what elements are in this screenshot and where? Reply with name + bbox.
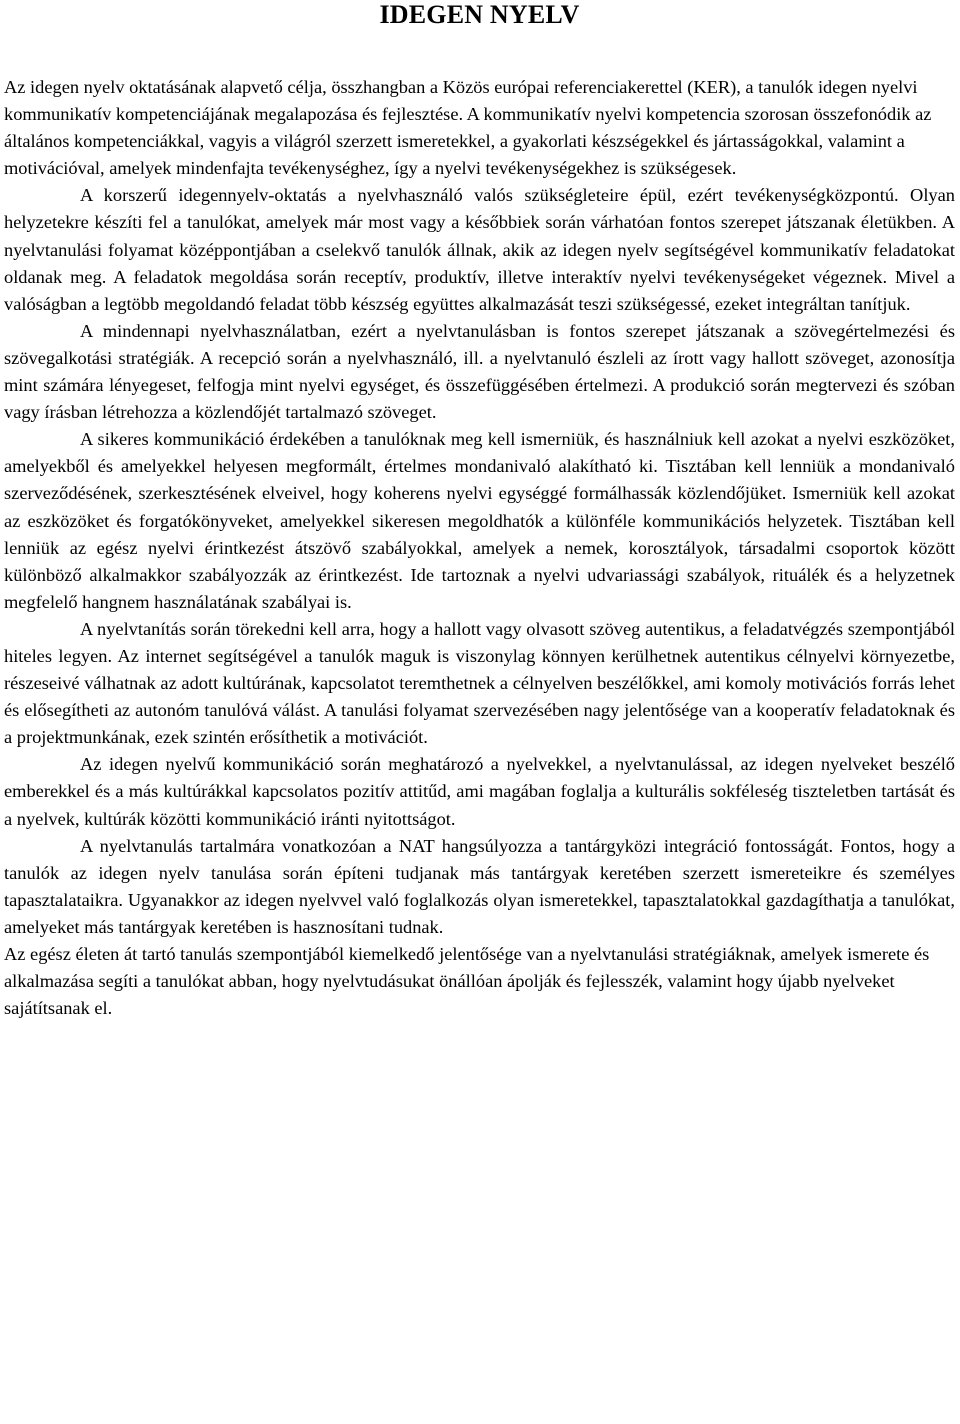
paragraph-4: A sikeres kommunikáció érdekében a tanulóknak meg kell ismerniük, és használniuk kell azokat a nyelvi eszközöket, amelyekből és amelyekkel helyesen megformált, értelmes mondanivaló alakítható ki. Tisztában kell lenniük a mondanivaló szerveződésének, szerkesztésének elveivel, hogy koherens nyelvi egységgé formálhassák közlendőjüket. Ismerniük kell azokat az eszközöket és forgatókönyveket, amelyekkel sikeresen megoldhatók a különféle kommunikációs helyzetek. Tisztában kell lenniük az egész nyelvi érintkezést átszövő szabályokkal, amelyek a nemek, korosztályok, társadalmi csoportok között különböző alkalmakkor szabályozzák az érintkezést. Ide tartoznak a nyelvi udvariassági szabályok, rituálék és a helyzetnek megfelelő hangnem használatának szabályai is. [4, 429, 955, 612]
title-spacer [4, 32, 955, 74]
paragraph-8: Az egész életen át tartó tanulás szempontjából kiemelkedő jelentősége van a nyelvtanulási stratégiáknak, amelyek ismerete és alkalmazása segíti a tanulókat abban, hogy nyelvtudásukat önállóan ápolják és fejlesszék, valamint hogy újabb nyelveket sajátítsanak el. [4, 944, 930, 1019]
paragraph-5: A nyelvtanítás során törekedni kell arra, hogy a hallott vagy olvasott szöveg autentikus, a feladatvégzés szempontjából hiteles legyen. Az internet segítségével a tanulók maguk is viszonylag könnyen kerülhetnek autentikus célnyelvi környezetbe, részeseivé válhatnak az adott kultúrának, kapcsolatot teremthetnek a célnyelven beszélőkkel, ami komoly motivációs forrás lehet és elősegítheti az autonóm tanulóvá válást. A tanulási folyamat szervezésében nagy jelentősége van a kooperatív feladatoknak és a projektmunkának, ezek szintén erősíthetik a motivációt. [4, 618, 955, 748]
paragraph-7: A nyelvtanulás tartalmára vonatkozóan a NAT hangsúlyozza a tantárgyközi integráció fontosságát. Fontos, hogy a tanulók az idegen nyelv tanulása során építeni tudjanak más tantárgyak keretében szerzett ismereteikre és személyes tapasztalataikra. Ugyanakkor az idegen nyelvvel való foglalkozás olyan ismeretekkel, tapasztalatokkal gazdagíthatja a tanulókat, amelyeket más tantárgyak keretében is hasznosítani tudnak. [4, 835, 955, 937]
document-page [4, 0, 955, 1022]
page-title: IDEGEN NYELV [379, 0, 580, 29]
paragraph-1: Az idegen nyelv oktatásának alapvető célja, összhangban a Közös európai referenciakerettel (KER), a tanulók idegen nyelvi kommunikatív kompetenciájának megalapozása és fejlesztése. A kommunikatív nyelvi kompetencia szorosan összefonódik az általános kompetenciákkal, vagyis a világról szerzett ismeretekkel, a gyakorlati készségekkel és jártasságokkal, valamint a motivációval, amelyek mindenfajta tevékenységhez, így a nyelvi tevékenységekhez is szükségesek. [4, 77, 932, 179]
paragraph-6: Az idegen nyelvű kommunikáció során meghatározó a nyelvekkel, a nyelvtanulással, az idegen nyelveket beszélő emberekkel és a más kultúrákkal kapcsolatos pozitív attitűd, ami magában foglalja a kulturális sokféleség tiszteletben tartását és a nyelvek, kultúrák közötti kommunikáció iránti nyitottságot. [4, 754, 955, 829]
paragraph-2: A korszerű idegennyelv-oktatás a nyelvhasználó valós szükségleteire épül, ezért tevékenységközpontú. Olyan helyzetekre készíti fel a tanulókat, amelyek már most vagy a későbbiek során várhatóan fontos szerepet játszanak életükben. A nyelvtanulási folyamat középpontjában a cselekvő tanulók állnak, akik az idegen nyelv segítségével kommunikatív feladatokat oldanak meg. A feladatok megoldása során receptív, produktív, illetve interaktív nyelvi tevékenységeket végeznek. Mivel a valóságban a legtöbb megoldandó feladat több készség együttes alkalmazását teszi szükségessé, ezeket integráltan tanítjuk. [4, 185, 955, 314]
paragraph-3: A mindennapi nyelvhasználatban, ezért a nyelvtanulásban is fontos szerepet játszanak a szövegértelmezési és szövegalkotási stratégiák. A recepció során a nyelvhasználó, ill. a nyelvtanuló észleli az írott vagy hallott szöveget, azonosítja mint számára lényegeset, felfogja mint nyelvi egységet, és összefüggésében értelmezi. A produkció során megtervezi és szóban vagy írásban létrehozza a közlendőjét tartalmazó szöveget. [4, 320, 955, 423]
